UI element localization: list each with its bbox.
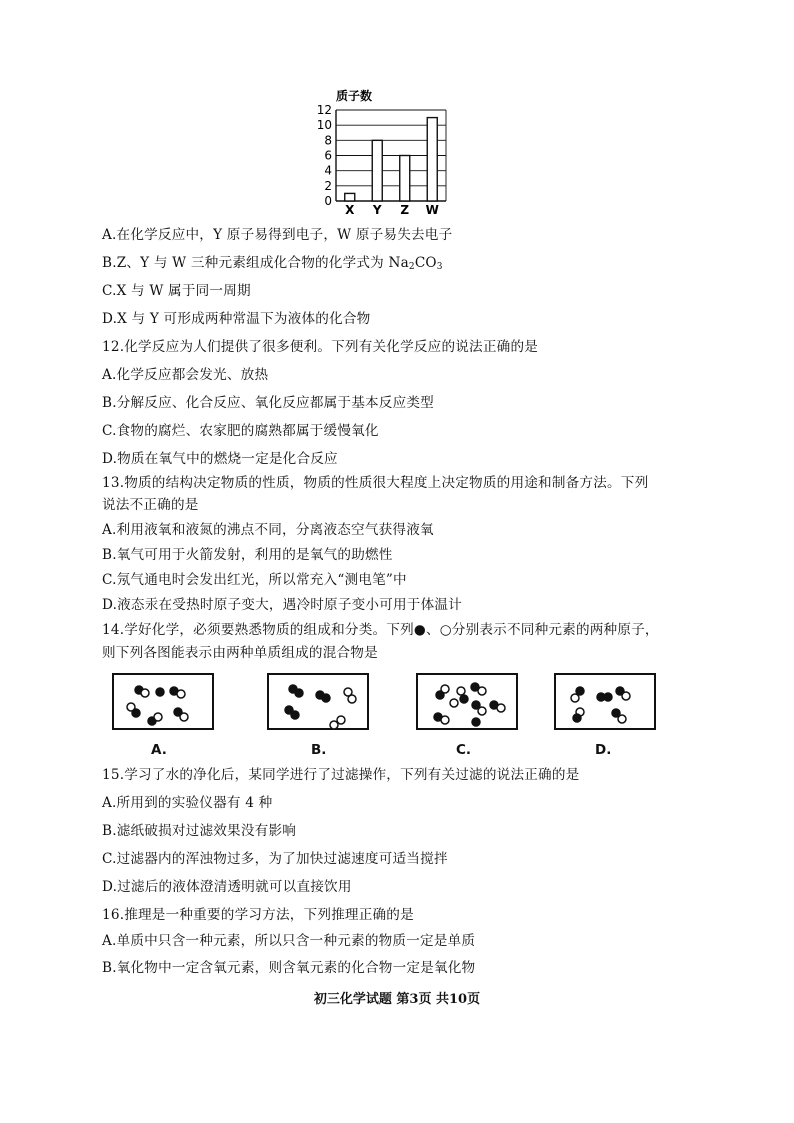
q12-option-d: D.物质在氧气中的燃烧一定是化合反应 xyxy=(102,451,338,467)
chart-y-tick-label: 10 xyxy=(316,118,332,133)
chart-x-ticks xyxy=(345,203,439,217)
chart-y-tick-label: 12 xyxy=(316,103,332,117)
diagram-d-particles xyxy=(556,675,658,732)
diagram-label-b: B. xyxy=(311,742,327,758)
q13-option-c: C.氖气通电时会发出红光，所以常充入“测电笔”中 xyxy=(102,572,407,588)
page-footer: 初三化学试题 第3页 共10页 xyxy=(313,992,481,1007)
chart-x-tick-label: Z xyxy=(400,203,410,217)
q15-option-b: B.滤纸破损对过滤效果没有影响 xyxy=(102,823,297,839)
diagram-a-particles xyxy=(114,675,216,732)
q12-option-c: C.食物的腐烂、农家肥的腐熟都属于缓慢氧化 xyxy=(102,423,379,439)
chart-y-tick-label: 4 xyxy=(324,163,332,178)
chart-x-tick-label: X xyxy=(345,203,355,217)
q15-option-c: C.过滤器内的浑浊物过多，为了加快过滤速度可适当搅拌 xyxy=(102,851,448,867)
q13-stem: 13.物质的结构决定物质的性质，物质的性质很大程度上决定物质的用途和制备方法。下列 xyxy=(102,475,649,491)
q16-option-a: A.单质中只含一种元素，所以只含一种元素的物质一定是单质 xyxy=(102,933,476,949)
chart-x-tick-label: Y xyxy=(372,203,382,217)
q12-option-a: A.化学反应都会发光、放热 xyxy=(102,367,269,383)
q11-option-a: A.在化学反应中，Y 原子易得到电子，W 原子易失去电子 xyxy=(102,227,453,243)
diagram-d xyxy=(554,673,656,730)
q13-option-b: B.氧气可用于火箭发射，利用的是氧气的助燃性 xyxy=(102,547,393,563)
q12-stem: 12.化学反应为人们提供了很多便利。下列有关化学反应的说法正确的是 xyxy=(102,339,539,355)
q14-stem-cont: 则下列各图能表示由两种单质组成的混合物是 xyxy=(102,645,378,661)
diagram-c xyxy=(416,673,518,730)
diagram-a xyxy=(112,673,214,730)
chart-y-tick-label: 8 xyxy=(324,133,332,148)
diagram-b xyxy=(267,673,369,730)
chart-bars xyxy=(345,118,438,201)
q14-stem: 14.学好化学，必须要熟悉物质的组成和分类。下列●、○分别表示不同种元素的两种原子， xyxy=(102,622,659,638)
diagram-label-c: C. xyxy=(456,742,472,758)
q13-stem-cont: 说法不正确的是 xyxy=(102,497,199,513)
chart-y-tick-label: 2 xyxy=(324,178,332,193)
diagram-c-particles xyxy=(418,675,520,732)
q16-option-b: B.氧化物中一定含氧元素，则含氧元素的化合物一定是氧化物 xyxy=(102,960,476,976)
q11-option-c: C.X 与 W 属于同一周期 xyxy=(102,283,251,299)
q16-stem: 16.推理是一种重要的学习方法，下列推理正确的是 xyxy=(102,907,414,923)
chart-bar-y xyxy=(372,140,382,201)
chart-bar-w xyxy=(427,118,437,201)
chart-y-tick-label: 0 xyxy=(324,194,332,208)
q13-option-a: A.利用液氧和液氮的沸点不同，分离液态空气获得液氧 xyxy=(102,522,434,538)
q15-option-a: A.所用到的实验仪器有 4 种 xyxy=(102,795,273,811)
q15-option-d: D.过滤后的液体澄清透明就可以直接饮用 xyxy=(102,879,352,895)
diagram-label-a: A. xyxy=(151,742,167,758)
chart-y-tick-label: 6 xyxy=(324,148,332,163)
proton-number-bar-chart xyxy=(308,82,458,217)
diagram-label-d: D. xyxy=(595,742,612,758)
chart-x-tick-label: W xyxy=(425,203,439,217)
chart-y-ticks xyxy=(317,103,332,208)
q13-option-d: D.液态汞在受热时原子变大，遇冷时原子变小可用于体温计 xyxy=(102,597,462,613)
q15-stem: 15.学习了水的净化后，某同学进行了过滤操作，下列有关过滤的说法正确的是 xyxy=(102,767,580,783)
chart-bar-z xyxy=(400,156,410,202)
chart-ylabel: 质子数 xyxy=(336,89,373,103)
diagram-b-particles xyxy=(269,675,371,732)
q11-option-b: B.Z、Y 与 W 三种元素组成化合物的化学式为 $Na_2CO_3$ xyxy=(102,255,443,272)
q11-option-d: D.X 与 Y 可形成两种常温下为液体的化合物 xyxy=(102,311,371,327)
q12-option-b: B.分解反应、化合反应、氧化反应都属于基本反应类型 xyxy=(102,395,434,411)
chart-bar-x xyxy=(345,193,355,201)
